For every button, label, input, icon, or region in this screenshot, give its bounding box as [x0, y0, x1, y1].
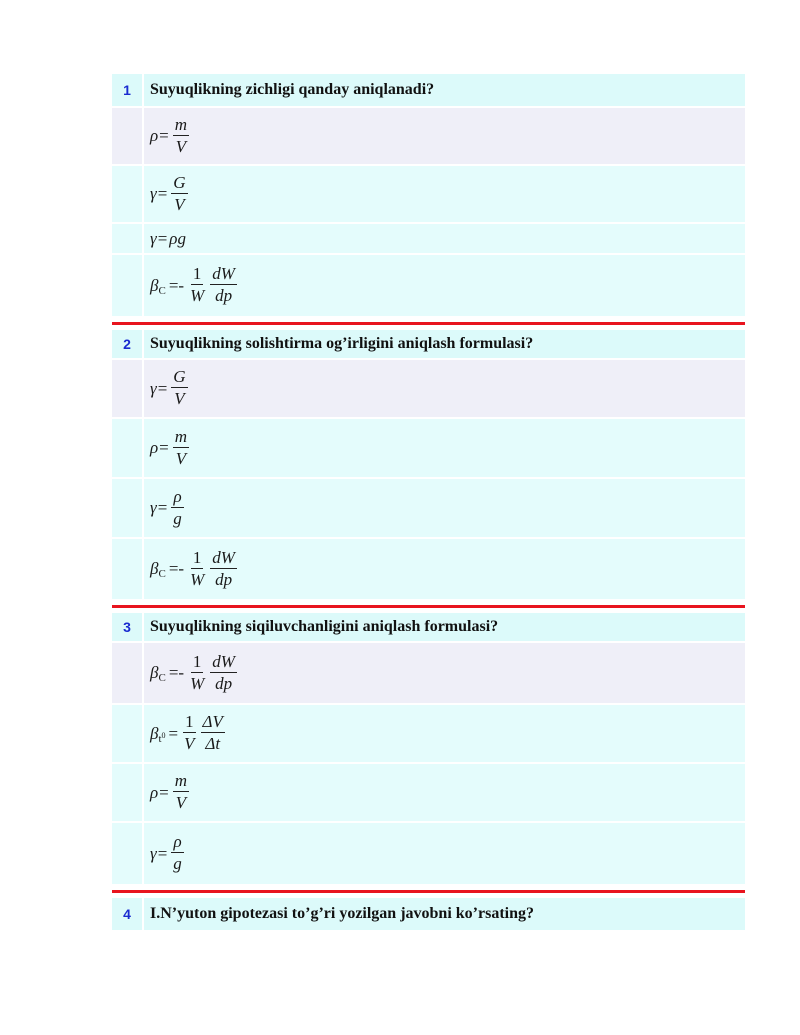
answer-option[interactable] — [112, 823, 745, 886]
answer-option-correct[interactable] — [112, 643, 745, 705]
question-number: 1 — [123, 82, 131, 98]
formula-thermal-expansion: β $t^0$ = $\frac{1}{V}$ $\frac{\Delta V}{\Delta t}$ — [150, 712, 223, 753]
answer-option[interactable] — [112, 539, 745, 601]
formula-compressibility: β C =- $\frac{1}{W}$ $\frac{dW}{dp}$ — [150, 547, 235, 589]
question-text: Suyuqlikning zichligi qanday aniqlanadi? — [150, 81, 435, 98]
question-text: Suyuqlikning solishtirma og’irligini aniqlash formulasi? — [150, 335, 534, 352]
question-number: 2 — [123, 336, 131, 352]
question-number: 3 — [123, 619, 131, 635]
answer-option[interactable] — [112, 419, 745, 479]
question-number: 4 — [123, 906, 131, 922]
formula-density: ρ = $\frac{m}{V}$ — [150, 114, 188, 156]
formula-gamma-rho-over-g: γ = $\frac{\rho}{g}$ — [150, 832, 182, 873]
question-text: I.N’yuton gipotezasi to’g’ri yozilgan javobni ko’rsating? — [150, 905, 534, 922]
formula-compressibility: β C =- $\frac{1}{W}$ $\frac{dW}{dp}$ — [150, 651, 235, 693]
answer-option[interactable] — [112, 166, 745, 224]
question-row — [112, 613, 745, 643]
question-row — [112, 898, 745, 932]
formula-specific-weight: γ = $\frac{G}{V}$ — [150, 367, 186, 408]
formula-gamma-rho-g: γ = ρg — [150, 228, 186, 248]
question-text: Suyuqlikning siqiluvchanligini aniqlash formulasi? — [150, 618, 499, 635]
answer-option-correct[interactable] — [112, 360, 745, 419]
question-row — [112, 330, 745, 360]
test-sheet — [112, 74, 745, 932]
answer-option[interactable] — [112, 255, 745, 318]
question-divider — [112, 322, 745, 325]
formula-compressibility: β C =- $\frac{1}{W}$ $\frac{dW}{dp}$ — [150, 264, 235, 305]
question-row — [112, 74, 745, 108]
answer-option[interactable] — [112, 764, 745, 823]
formula-density: ρ = $\frac{m}{V}$ — [150, 426, 188, 468]
formula-density: ρ = $\frac{m}{V}$ — [150, 771, 188, 812]
formula-specific-weight: γ = $\frac{G}{V}$ — [150, 172, 186, 214]
answer-option[interactable] — [112, 705, 745, 764]
answer-option-correct[interactable] — [112, 108, 745, 166]
formula-gamma-rho-over-g: γ = $\frac{\rho}{g}$ — [150, 486, 182, 528]
answer-option[interactable] — [112, 224, 745, 255]
question-divider — [112, 605, 745, 608]
answer-option[interactable] — [112, 479, 745, 539]
question-divider — [112, 890, 745, 893]
